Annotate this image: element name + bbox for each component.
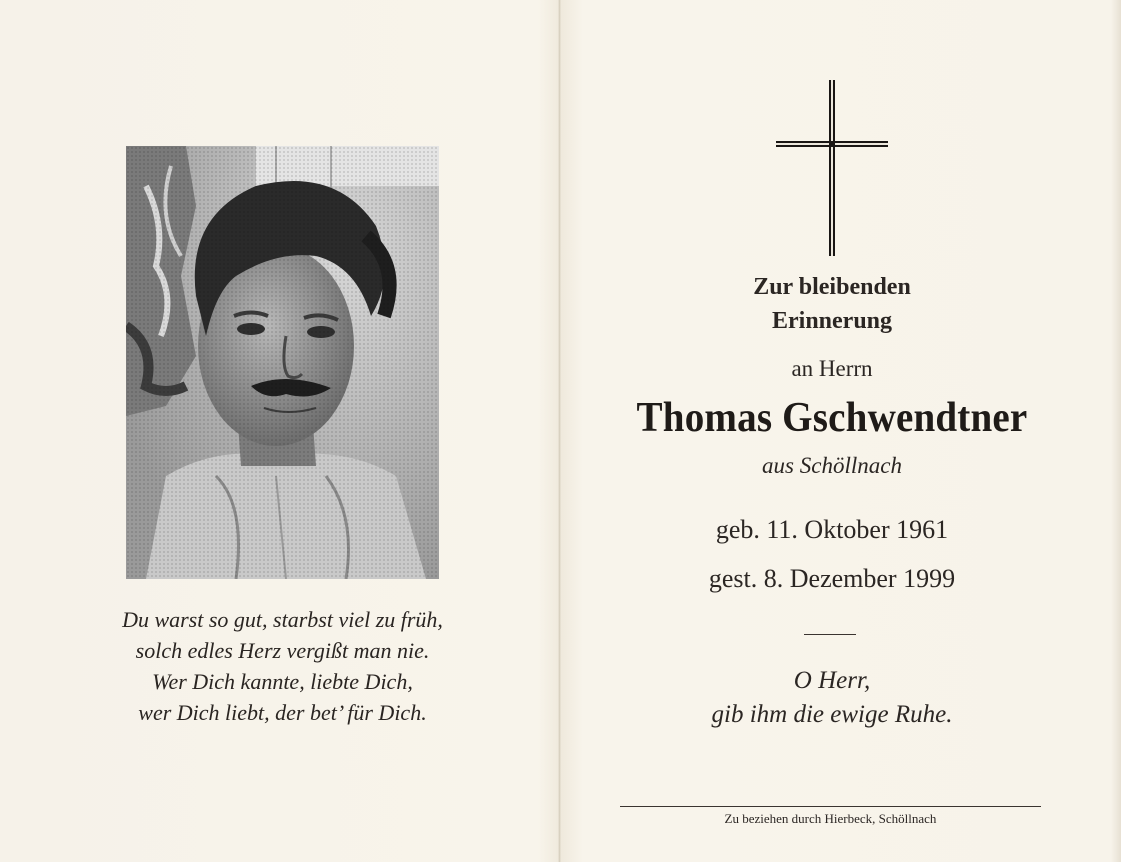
portrait-photo	[126, 146, 439, 579]
footer-divider	[620, 806, 1041, 807]
verse-line: Du warst so gut, starbst viel zu früh,	[122, 607, 443, 632]
verse-line: Wer Dich kannte, liebte Dich,	[152, 669, 413, 694]
prayer-line-2: gib ihm die ewige Ruhe.	[711, 701, 953, 728]
prayer-line-1: O Herr,	[793, 667, 871, 694]
deceased-name: Thomas Gschwendtner	[636, 395, 1028, 441]
divider	[804, 634, 856, 635]
heading-line-1: Zur bleibenden	[753, 274, 911, 300]
cross-icon	[776, 80, 888, 256]
memorial-heading	[570, 270, 1094, 338]
death-date: gest. 8. Dezember 1999	[708, 564, 956, 593]
birth-date: geb. 11. Oktober 1961	[715, 515, 949, 544]
origin-place: aus Schöllnach	[762, 453, 902, 478]
memorial-verse	[60, 604, 505, 728]
publisher-note: Zu beziehen durch Hierbeck, Schöllnach	[724, 811, 937, 826]
heading-line-2: Erinnerung	[771, 308, 893, 334]
card-edge-shadow	[1111, 0, 1121, 862]
card-fold	[558, 0, 561, 862]
verse-line: solch edles Herz vergißt man nie.	[135, 638, 430, 663]
verse-line: wer Dich liebt, der bet’ für Dich.	[138, 700, 427, 725]
salutation: an Herrn	[791, 356, 873, 381]
prayer	[570, 664, 1094, 732]
